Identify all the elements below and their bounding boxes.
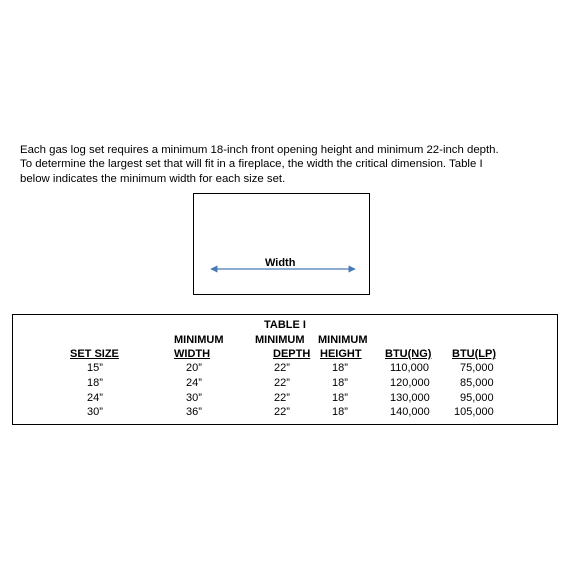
table-cell-height: 18”	[332, 406, 348, 418]
table-cell-height: 18”	[332, 362, 348, 374]
table-cell-height: 18”	[332, 392, 348, 404]
header-min-width: WIDTH	[174, 348, 211, 360]
table-cell-width: 20”	[186, 362, 202, 374]
header-min-depth: DEPTH	[273, 348, 311, 360]
header-min-height-top: MINIMUM	[318, 334, 368, 346]
table-title: TABLE I	[264, 319, 306, 331]
table-cell-btu-lp: 105,000	[454, 406, 494, 418]
header-btu-lp: BTU(LP)	[452, 348, 496, 360]
width-arrow-icon	[194, 194, 368, 293]
header-min-depth-top: MINIMUM	[255, 334, 305, 346]
table-cell-set-size: 24”	[87, 392, 103, 404]
header-btu-ng: BTU(NG)	[385, 348, 432, 360]
table-cell-width: 24”	[186, 377, 202, 389]
fireplace-opening-diagram	[193, 193, 370, 295]
table-cell-btu-ng: 130,000	[390, 392, 430, 404]
table-cell-height: 18”	[332, 377, 348, 389]
intro-line-2: To determine the largest set that will fit in a fireplace, the width the critical dimension. Table I	[20, 158, 483, 171]
table-cell-btu-lp: 85,000	[460, 377, 494, 389]
width-label: Width	[265, 257, 296, 269]
header-set-size: SET SIZE	[70, 348, 119, 360]
table-cell-depth: 22”	[274, 406, 290, 418]
table-cell-set-size: 18”	[87, 377, 103, 389]
intro-paragraph	[20, 143, 565, 186]
table-cell-set-size: 15”	[87, 362, 103, 374]
table-cell-set-size: 30”	[87, 406, 103, 418]
table-cell-btu-ng: 140,000	[390, 406, 430, 418]
intro-line-1: Each gas log set requires a minimum 18-inch front opening height and minimum 22-inch depth.	[20, 144, 499, 156]
table-cell-btu-ng: 110,000	[390, 362, 429, 374]
intro-line-3: below indicates the minimum width for each size set.	[20, 172, 286, 185]
header-min-height: HEIGHT	[320, 348, 362, 360]
table-cell-depth: 22”	[274, 377, 290, 389]
table-cell-depth: 22”	[274, 392, 290, 404]
table-cell-btu-lp: 75,000	[460, 362, 494, 374]
header-min-width-top: MINIMUM	[174, 334, 224, 346]
table-cell-btu-lp: 95,000	[460, 392, 494, 404]
table-cell-btu-ng: 120,000	[390, 377, 430, 389]
table-cell-width: 36”	[186, 406, 202, 418]
table-cell-depth: 22”	[274, 362, 290, 374]
table-cell-width: 30”	[186, 392, 202, 404]
